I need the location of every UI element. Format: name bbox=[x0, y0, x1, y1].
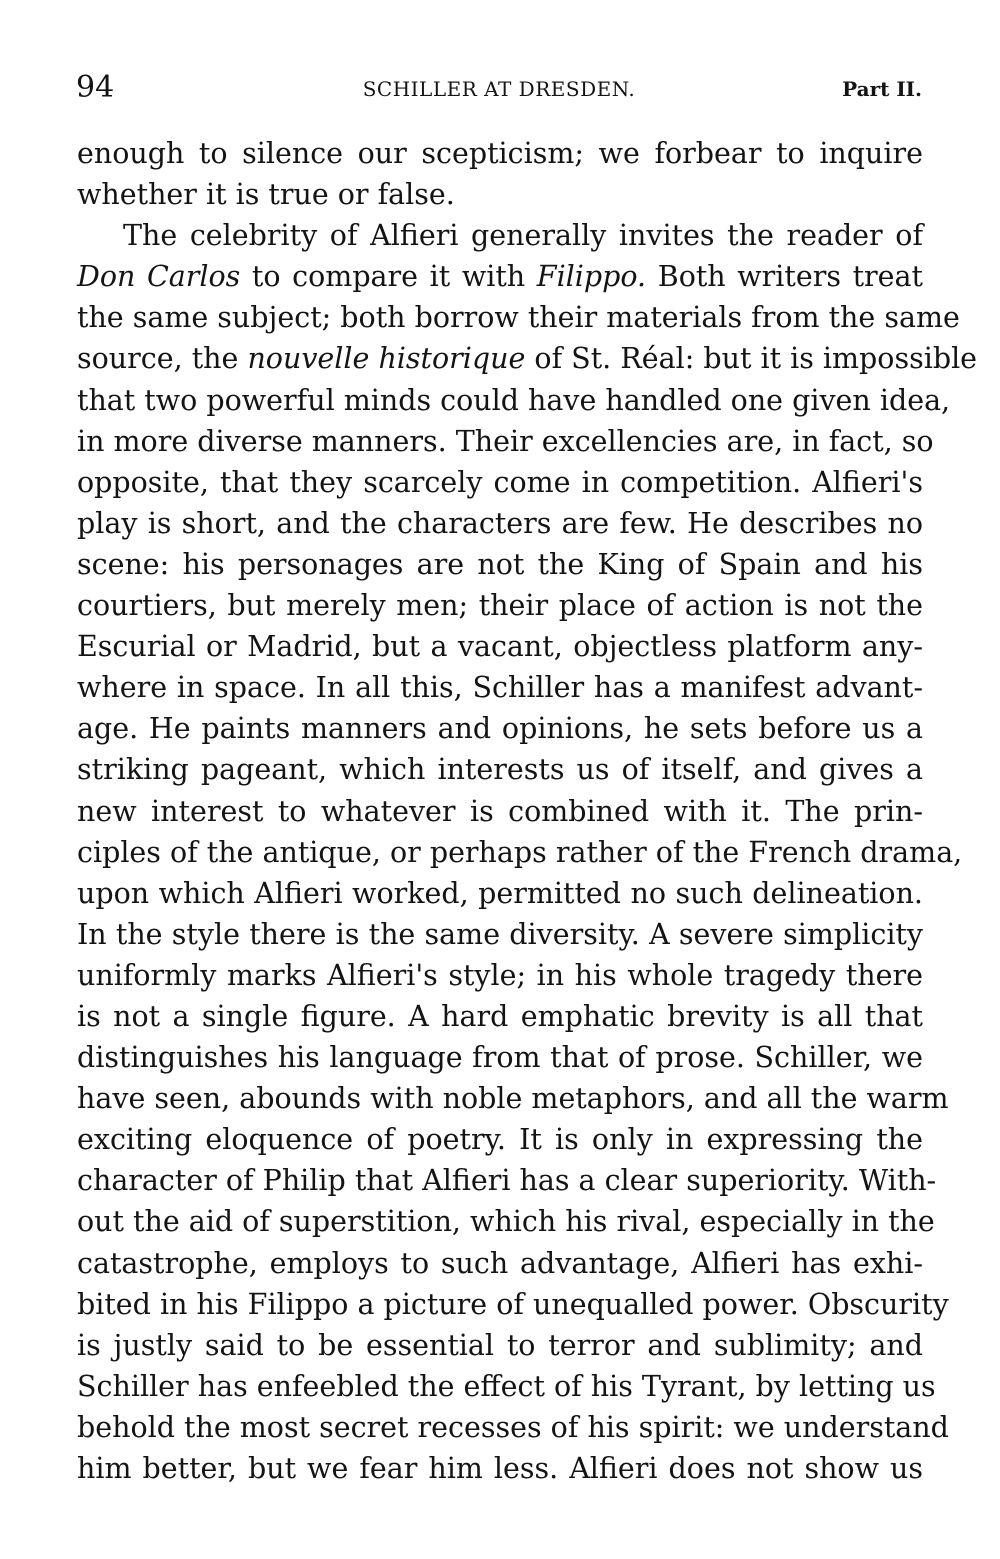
text-line: is not a single figure. A hard emphatic brevity is all that bbox=[77, 999, 923, 1033]
text-line: him better, but we fear him less. Alfieri does not show us bbox=[77, 1452, 923, 1485]
text-line: striking pageant, which interests us of itself, and gives a bbox=[77, 753, 923, 787]
text-line: source, the nouvelle historique of St. Réal: but it is impossible bbox=[77, 342, 978, 376]
part-label: Part II. bbox=[842, 77, 922, 101]
text-line: upon which Alfieri worked, permitted no such delineation. bbox=[77, 876, 923, 910]
running-title: SCHILLER AT DRESDEN. bbox=[362, 77, 636, 101]
text-line: opposite, that they scarcely come in competition. Alfieri's bbox=[77, 465, 923, 499]
text-line: exciting eloquence of poetry. It is only in expressing the bbox=[77, 1123, 923, 1157]
text-line: the same subject; both borrow their materials from the same bbox=[77, 301, 960, 335]
text-line: uniformly marks Alfieri's style; in his whole tragedy there bbox=[77, 958, 923, 992]
text-line: have seen, abounds with noble metaphors, and all the warm bbox=[77, 1082, 949, 1116]
text-line: scene: his personages are not the King of Spain and his bbox=[77, 547, 923, 581]
term-nouvelle-historique: nouvelle historique bbox=[247, 342, 526, 376]
text-line: that two powerful minds could have handled one given idea, bbox=[77, 383, 951, 417]
title-filippo: Filippo. bbox=[536, 260, 647, 294]
text-line: new interest to whatever is combined with it. The prin- bbox=[77, 794, 923, 828]
text-line: play is short, and the characters are few. He describes no bbox=[77, 506, 923, 540]
text-line: distinguishes his language from that of prose. Schiller, we bbox=[77, 1041, 923, 1075]
paragraph-start-line: The celebrity of Alfieri generally invites the reader of bbox=[123, 219, 923, 253]
body-text bbox=[77, 133, 978, 1489]
text-line: behold the most secret recesses of his spirit: we understand bbox=[77, 1410, 949, 1444]
text-line: In the style there is the same diversity. A severe simplicity bbox=[77, 917, 923, 951]
text-line: whether it is true or false. bbox=[77, 178, 455, 212]
text-line: Don Carlos to compare it with Filippo. Both writers treat bbox=[77, 260, 923, 294]
text-line: is justly said to be essential to terror and sublimity; and bbox=[77, 1328, 923, 1362]
page-number: 94 bbox=[76, 70, 115, 105]
text-line: enough to silence our scepticism; we forbear to inquire bbox=[77, 137, 923, 170]
text-line: Schiller has enfeebled the effect of his Tyrant, by letting us bbox=[77, 1369, 936, 1403]
text-line: ciples of the antique, or perhaps rather of the French drama, bbox=[77, 835, 963, 869]
text-line: Escurial or Madrid, but a vacant, objectless platform any- bbox=[77, 630, 923, 664]
text-line: out the aid of superstition, which his rival, especially in the bbox=[77, 1205, 935, 1239]
text-line: in more diverse manners. Their excellencies are, in fact, so bbox=[77, 424, 934, 458]
running-header bbox=[76, 68, 922, 108]
text-line: catastrophe, employs to such advantage, Alfieri has exhi- bbox=[77, 1246, 923, 1280]
text-line: age. He paints manners and opinions, he sets before us a bbox=[77, 712, 923, 746]
title-don-carlos: Don Carlos bbox=[77, 260, 241, 294]
text-line: character of Philip that Alfieri has a clear superiority. With- bbox=[77, 1164, 937, 1198]
text-line: courtiers, but merely men; their place of action is not the bbox=[77, 589, 923, 623]
text-line: bited in his Filippo a picture of unequalled power. Obscurity bbox=[77, 1287, 949, 1321]
text-line: where in space. In all this, Schiller has a manifest advant- bbox=[77, 671, 923, 705]
